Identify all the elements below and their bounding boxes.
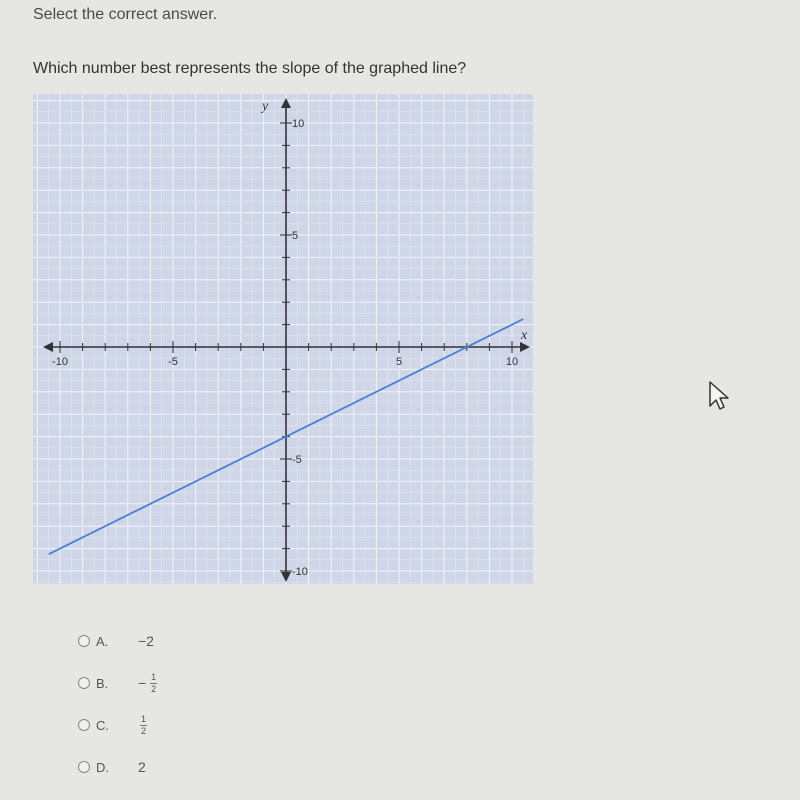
y-tick-label: 5 xyxy=(292,230,299,242)
choice-letter: A. xyxy=(96,633,109,649)
y-tick-label: 10 xyxy=(292,118,305,130)
x-tick-label: -5 xyxy=(168,356,178,368)
y-tick-label: -10 xyxy=(292,566,308,578)
choice-b[interactable] xyxy=(78,664,378,702)
numerator: 1 xyxy=(151,671,157,682)
fraction xyxy=(150,673,157,694)
x-tick-label: 5 xyxy=(395,356,403,368)
choice-d[interactable] xyxy=(78,748,378,786)
x-tick-label: 10 xyxy=(505,356,519,368)
choice-letter: B. xyxy=(96,675,109,691)
choice-value: 2 xyxy=(138,759,146,775)
y-axis-label: y xyxy=(262,99,269,114)
choice-letter: C. xyxy=(96,717,109,733)
choice-value xyxy=(138,715,147,736)
radio-button-a[interactable] xyxy=(78,635,90,647)
choice-value xyxy=(138,673,157,694)
question-text: Which number best represents the slope of the graphed line? xyxy=(33,60,467,77)
choice-c[interactable] xyxy=(78,706,378,744)
instruction-text: Select the correct answer. xyxy=(33,6,218,23)
choice-value: −2 xyxy=(138,633,154,649)
minus-sign: − xyxy=(138,675,147,691)
y-tick-label: -5 xyxy=(292,454,302,466)
numerator: 1 xyxy=(140,713,146,724)
x-tick-label: -10 xyxy=(52,356,68,368)
x-axis-label: x xyxy=(521,328,528,343)
choice-letter: D. xyxy=(96,759,109,775)
radio-button-c[interactable] xyxy=(78,719,90,731)
denominator: 2 xyxy=(140,725,146,736)
choice-a[interactable] xyxy=(78,622,378,660)
radio-button-b[interactable] xyxy=(78,677,90,689)
answer-choices xyxy=(78,622,378,790)
mouse-pointer-icon xyxy=(708,380,732,412)
radio-button-d[interactable] xyxy=(78,761,90,773)
coordinate-graph xyxy=(33,94,533,584)
fraction xyxy=(140,715,147,736)
denominator: 2 xyxy=(151,683,157,694)
